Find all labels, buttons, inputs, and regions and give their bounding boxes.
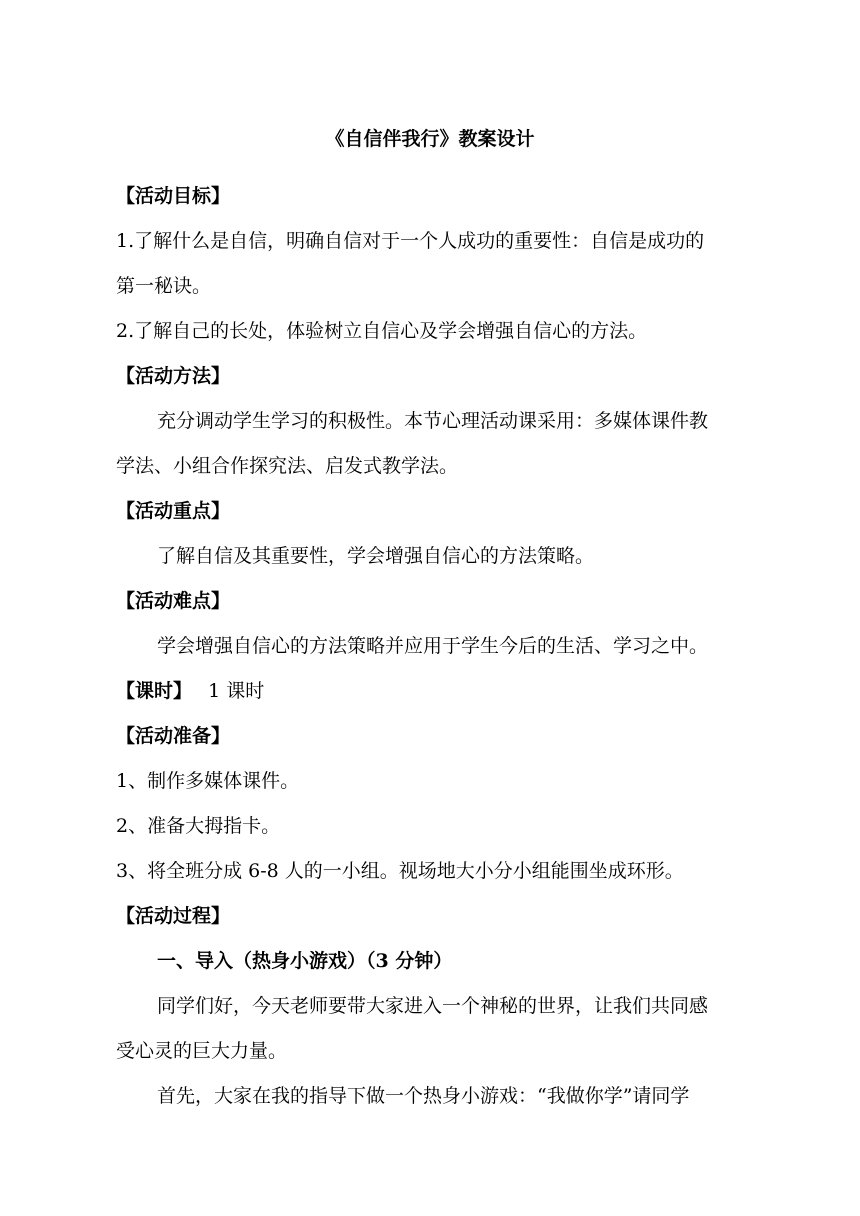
- paragraph-line: 第一秘诀。: [116, 275, 212, 297]
- paragraph-line: 受心灵的巨大力量。: [116, 1040, 288, 1062]
- section-heading-preparation: 【活动准备】: [116, 725, 231, 747]
- paragraph-line: 充分调动学生学习的积极性。本节心理活动课采用：多媒体课件教: [157, 410, 709, 432]
- list-item: 2、准备大拇指卡。: [116, 815, 281, 837]
- subsection-heading-intro: 一、导入（热身小游戏）（3 分钟）: [157, 950, 453, 972]
- section-heading-difficulties: 【活动难点】: [116, 590, 231, 612]
- paragraph-line: 学会增强自信心的方法策略并应用于学生今后的生活、学习之中。: [157, 635, 709, 657]
- paragraph-line: 1.了解什么是自信，明确自信对于一个人成功的重要性：自信是成功的: [116, 230, 705, 252]
- paragraph-line: 2.了解自己的长处，体验树立自信心及学会增强自信心的方法。: [116, 320, 648, 342]
- class-hours-line: [116, 679, 746, 703]
- list-item: 1、制作多媒体课件。: [116, 770, 300, 792]
- paragraph-line: 同学们好，今天老师要带大家进入一个神秘的世界，让我们共同感: [157, 995, 709, 1017]
- paragraph-line: 学法、小组合作探究法、启发式教学法。: [116, 455, 459, 477]
- section-heading-class-hours: 【课时】: [116, 680, 193, 702]
- list-item: 3、将全班分成 6-8 人的一小组。视场地大小分小组能围坐成环形。: [116, 860, 684, 882]
- section-heading-goals: 【活动目标】: [116, 185, 231, 207]
- section-heading-key-points: 【活动重点】: [116, 500, 231, 522]
- class-hours-value: 1 课时: [208, 680, 265, 702]
- paragraph-line: 首先，大家在我的指导下做一个热身小游戏：“我做你学”请同学: [157, 1085, 690, 1107]
- section-heading-methods: 【活动方法】: [116, 365, 231, 387]
- paragraph-line: 了解自信及其重要性，学会增强自信心的方法策略。: [157, 545, 595, 567]
- document-title: 《自信伴我行》教案设计: [325, 128, 535, 150]
- section-heading-process: 【活动过程】: [116, 905, 231, 927]
